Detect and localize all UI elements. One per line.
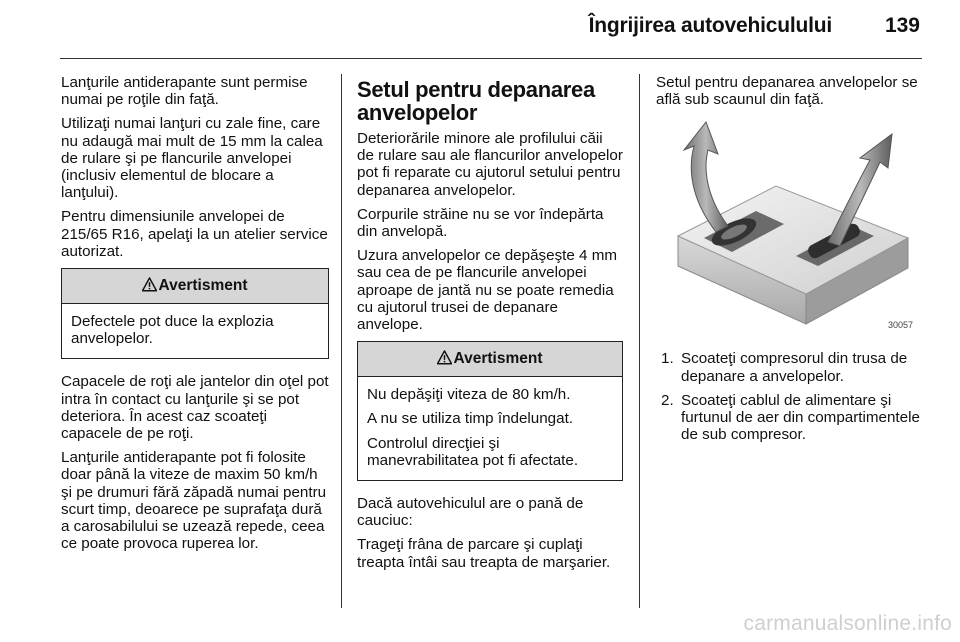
- warning-text: Controlul direcţiei şi manevrabilitatea pot fi afectate.: [367, 434, 579, 469]
- warning-box: [357, 341, 623, 481]
- paragraph: Setul pentru depanarea anvelopelor se află sub scaunul din faţă.: [656, 74, 918, 109]
- page-title: Îngrijirea autovehiculului: [588, 14, 832, 37]
- warning-title: Avertisment: [453, 350, 543, 368]
- paragraph: Corpurile străine nu se vor îndepărta din anvelopă.: [357, 205, 604, 241]
- list-item: [656, 350, 924, 384]
- steps-list: [656, 350, 924, 443]
- page-number: 139: [884, 14, 920, 37]
- column-divider: [341, 74, 342, 608]
- paragraph: Uzura anvelopelor ce depăşeşte 4 mm sau cea de pe flancurile anvelopei aproape de jantă nu se poate remedia cu ajutorul trusei de depanare anvelope.: [357, 247, 618, 334]
- paragraph: Capacele de roţi ale jantelor din oţel pot intra în contact cu lanţurile şi se pot deteriora. În acest caz scoateţi capacele de pe roţi.: [61, 373, 329, 443]
- column-right: [656, 74, 924, 450]
- paragraph: Pentru dimensiunile anvelopei de 215/65 R16, apelaţi la un atelier service autorizat.: [61, 208, 328, 260]
- warning-text: A nu se utiliza timp îndelungat.: [367, 410, 574, 428]
- column-left: [61, 74, 329, 559]
- step-text: Scoateţi cablul de alimentare şi furtunul de aer din compartimentele de sub compresor.: [681, 391, 920, 444]
- step-number: 2.: [661, 391, 674, 409]
- warning-box: [61, 268, 329, 359]
- header-divider: [60, 58, 922, 59]
- warning-title: Avertisment: [158, 277, 248, 295]
- warning-text: Defectele pot duce la explozia anvelopelor.: [71, 313, 274, 348]
- warning-text: Nu depăşiţi viteza de 80 km/h.: [367, 386, 571, 404]
- warning-triangle-icon: [437, 344, 452, 378]
- paragraph: Dacă autovehiculul are o pană de cauciuc:: [357, 495, 584, 530]
- illustration-tire-repair-kit: [656, 116, 919, 336]
- tire-repair-kit-illustration-icon: [656, 116, 919, 336]
- paragraph: Lanţurile antiderapante pot fi folosite doar până la viteze de maxim 50 km/h şi pe drumuri fără zăpadă numai pentru scurt timp, deoarece pe suprafaţa dură a carosabilului se uzează repede, ceea ce poate provoca ruperea lor.: [61, 449, 327, 553]
- warning-header: [358, 342, 622, 377]
- image-code: 30057: [887, 320, 913, 331]
- warning-header: [62, 269, 328, 304]
- paragraph: Lanţurile antiderapante sunt permise numai pe roţile din faţă.: [61, 74, 308, 109]
- paragraph: Deteriorările minore ale profilului căii de rulare sau ale flancurilor anvelopelor pot fi reparate cu ajutorul setului pentru depanarea anvelopelor.: [357, 130, 623, 199]
- list-item: [656, 392, 924, 444]
- warning-triangle-icon: [142, 271, 157, 305]
- step-number: 1.: [661, 350, 674, 368]
- paragraph: Trageţi frâna de parcare şi cuplaţi treapta întâi sau treapta de marşarier.: [357, 536, 611, 571]
- watermark: carmanualsonline.info: [743, 612, 952, 635]
- column-divider: [639, 74, 640, 608]
- column-middle: [357, 74, 623, 578]
- section-heading: Setul pentru depanarea anvelopelor: [357, 77, 595, 125]
- paragraph: Utilizaţi numai lanţuri cu zale fine, care nu adaugă mai mult de 15 mm la calea de rulare şi pe flancurile anvelopei (inclusiv elementul de blocare a lanţului).: [61, 115, 323, 202]
- step-text: Scoateţi compresorul din trusa de depanare a anvelopelor.: [681, 350, 908, 385]
